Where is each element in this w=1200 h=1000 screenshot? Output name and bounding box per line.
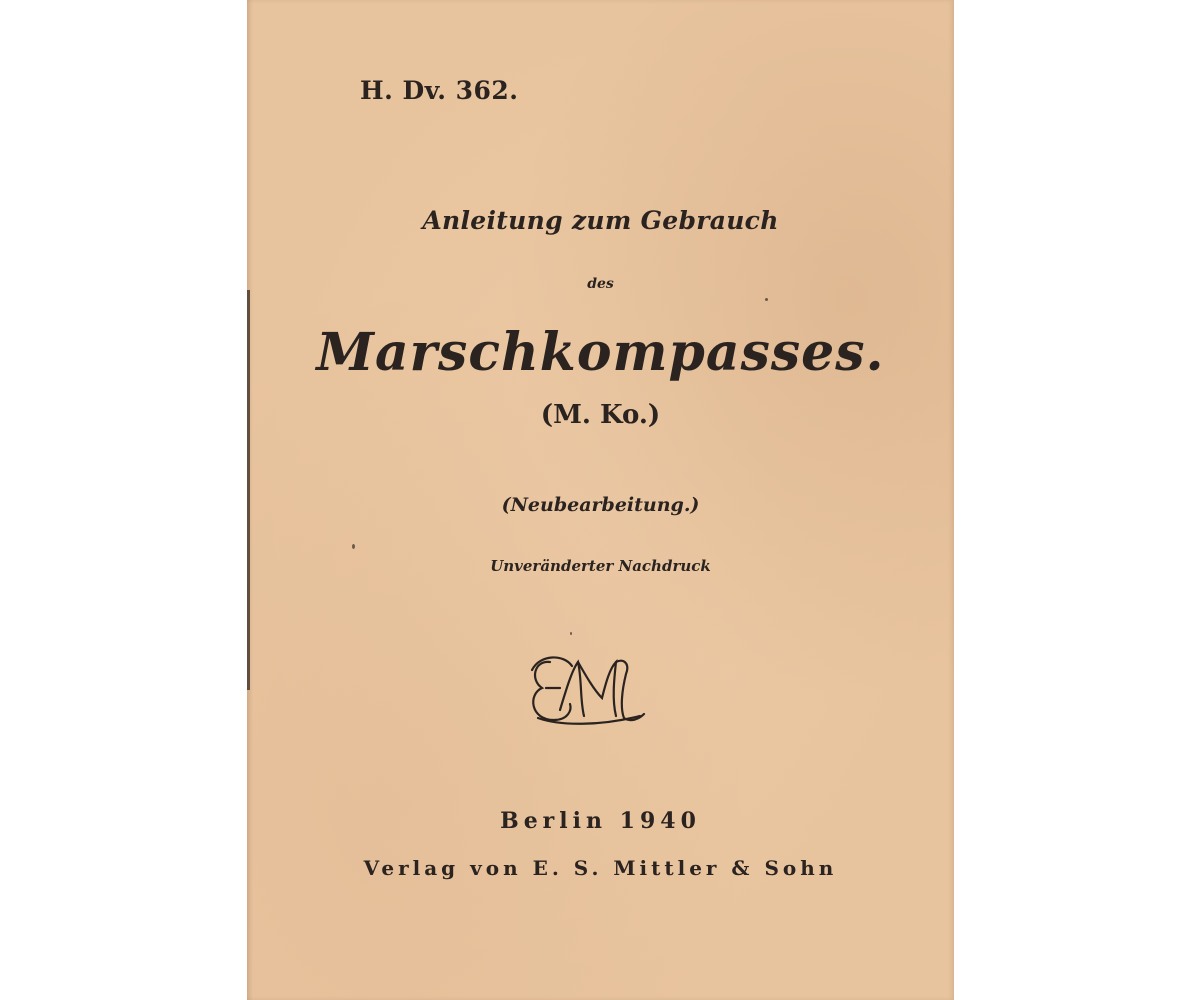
place-and-year: Berlin 1940 (500, 808, 701, 834)
publisher-line: Verlag von E. S. Mittler & Sohn (363, 856, 838, 880)
publisher-monogram-icon (520, 650, 650, 730)
title-line-article: des (587, 276, 614, 292)
title-abbreviation: (M. Ko.) (540, 400, 661, 430)
paper-speck (352, 544, 355, 549)
manual-serial-number: H. Dv. 362. (360, 76, 519, 105)
paper-speck (570, 632, 572, 635)
title-line-instructions: Anleitung zum Gebrauch (422, 206, 779, 235)
edition-note: (Neubearbeitung.) (501, 494, 700, 516)
main-title: Marschkompasses. (316, 322, 885, 383)
reprint-note: Unveränderter Nachdruck (490, 557, 711, 575)
paper-speck (765, 298, 768, 301)
